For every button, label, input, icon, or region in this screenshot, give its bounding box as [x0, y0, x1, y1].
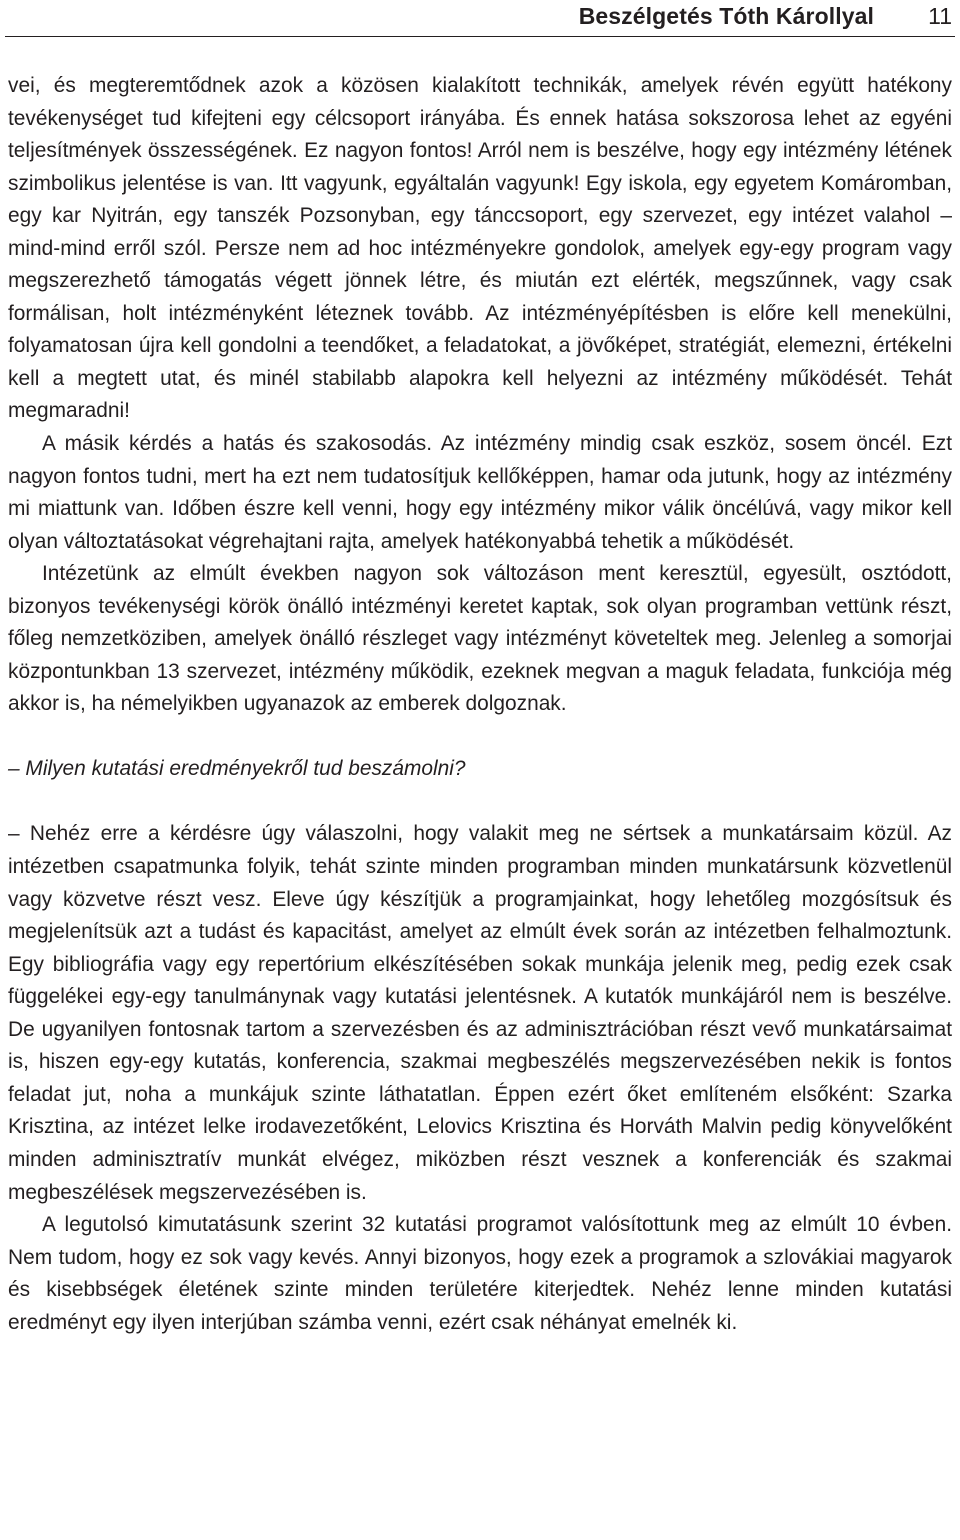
page-body — [8, 70, 952, 1339]
interview-answer: – Nehéz erre a kérdésre úgy válaszolni, hogy valakit meg ne sértsek a munkatársaim közül. Az intézetben csapatmunka folyik, tehát szinte minden programban minden munkatársunk közvetlenül vagy közvetve részt vesz. Eleve úgy készítjük a programjainkat, hogy lehetőleg mozgósítsuk és megjelenítsük azt a tudást és kapacitást, amelyet az elmúlt évek során az intézetben felhalmoztunk. Egy bibliográfia vagy egy repertórium elkészítésében sokak munkája jelenik meg, pedig ezek csak függelékei egy-egy tanulmánynak vagy kutatási jelentésnek. A kutatók munkájáról nem is beszélve. De ugyanilyen fontosnak tartom a szervezésben és az adminisztrációban részt vevő munkatársaimat is, hiszen egy-egy kutatás, konferencia, szakmai megbeszélés megszervezésében nekik is fontos feladat jut, noha a munkájuk szinte láthatatlan. Éppen ezért őket említeném elsőként: Szarka Krisztina, az intézet lelke irodavezetőként, Lelovics Krisztina és Horváth Malvin pedig könyvelőként minden adminisztratív munkát elvégez, miközben részt vesznek a konferenciák és szakmai megbeszélések megszervezésében is. — [8, 822, 952, 1204]
body-paragraph: Intézetünk az elmúlt években nagyon sok változáson ment keresztül, egyesült, osztódott, bizonyos tevékenységi körök önálló intézményi keretet kaptak, sok olyan programban vettünk részt, főleg nemzetköziben, amelyek önálló részleget vagy intézményt követeltek meg. Jelenleg a somorjai központunkban 13 szervezet, intézmény működik, ezeknek megvan a maguk feladata, funkciója még akkor is, ha némelyikben ugyanazok az emberek dolgoznak. — [8, 562, 952, 716]
running-header — [0, 0, 960, 36]
interview-question: – Milyen kutatási eredményekről tud beszámolni? — [8, 757, 466, 781]
body-paragraph: vei, és megteremtődnek azok a közösen kialakított technikák, amelyek révén együtt hatékony tevékenységet tud kifejteni egy célcsoport irányába. És ennek hatása sokszorosa lehet az egyéni teljesítmények összességének. Ez nagyon fontos! Arról nem is beszélve, hogy egy intézmény létének szimbolikus jelentése is van. Itt vagyunk, egyáltalán vagyunk! Egy iskola, egy egyetem Komáromban, egy kar Nyitrán, egy tanszék Pozsonyban, egy tánccsoport, egy szervezet, egy intézet valahol – mind-mind erről szól. Persze nem ad hoc intézményekre gondolok, amelyek egy-egy program vagy megszerezhető támogatás végett jönnek létre, és miután ezt elérték, megszűnnek, vagy csak formálisan, holt intézményként léteznek tovább. Az intézményépítésben is előre kell menekülni, folyamatosan újra kell gondolni a teendőket, a feladatokat, a jövőképet, stratégiát, elemezni, értékelni kell a megtett utat, és minél stabilabb alapokra kell helyezni az intézmény működését. Tehát megmaradni! — [8, 74, 952, 423]
body-paragraph: A másik kérdés a hatás és szakosodás. Az intézmény mindig csak eszköz, sosem öncél. Ezt nagyon fontos tudni, mert ha ezt nem tudatosítjuk kellőképpen, hamar oda jutunk, hogy az intézmény mi miattunk van. Időben észre kell venni, hogy egy intézmény mikor válik öncélúvá, vagy mikor kell olyan változtatásokat végrehajtani rajta, amelyek hatékonyabbá tehetik a működését. — [8, 432, 952, 553]
running-title: Beszélgetés Tóth Károllyal — [578, 3, 874, 29]
header-divider — [5, 36, 955, 37]
body-paragraph: A legutolsó kimutatásunk szerint 32 kutatási programot valósítottunk meg az elmúlt 10 évben. Nem tudom, hogy ez sok vagy kevés. Annyi bizonyos, hogy ezek a programok a szlovákiai magyarok és kisebbségek életének szinte minden területére kiterjedtek. Nehéz lenne minden kutatási eredményt egy ilyen interjúban számba venni, ezért csak néhányat emelnék ki. — [8, 1213, 952, 1334]
page-number: 11 — [928, 3, 952, 29]
